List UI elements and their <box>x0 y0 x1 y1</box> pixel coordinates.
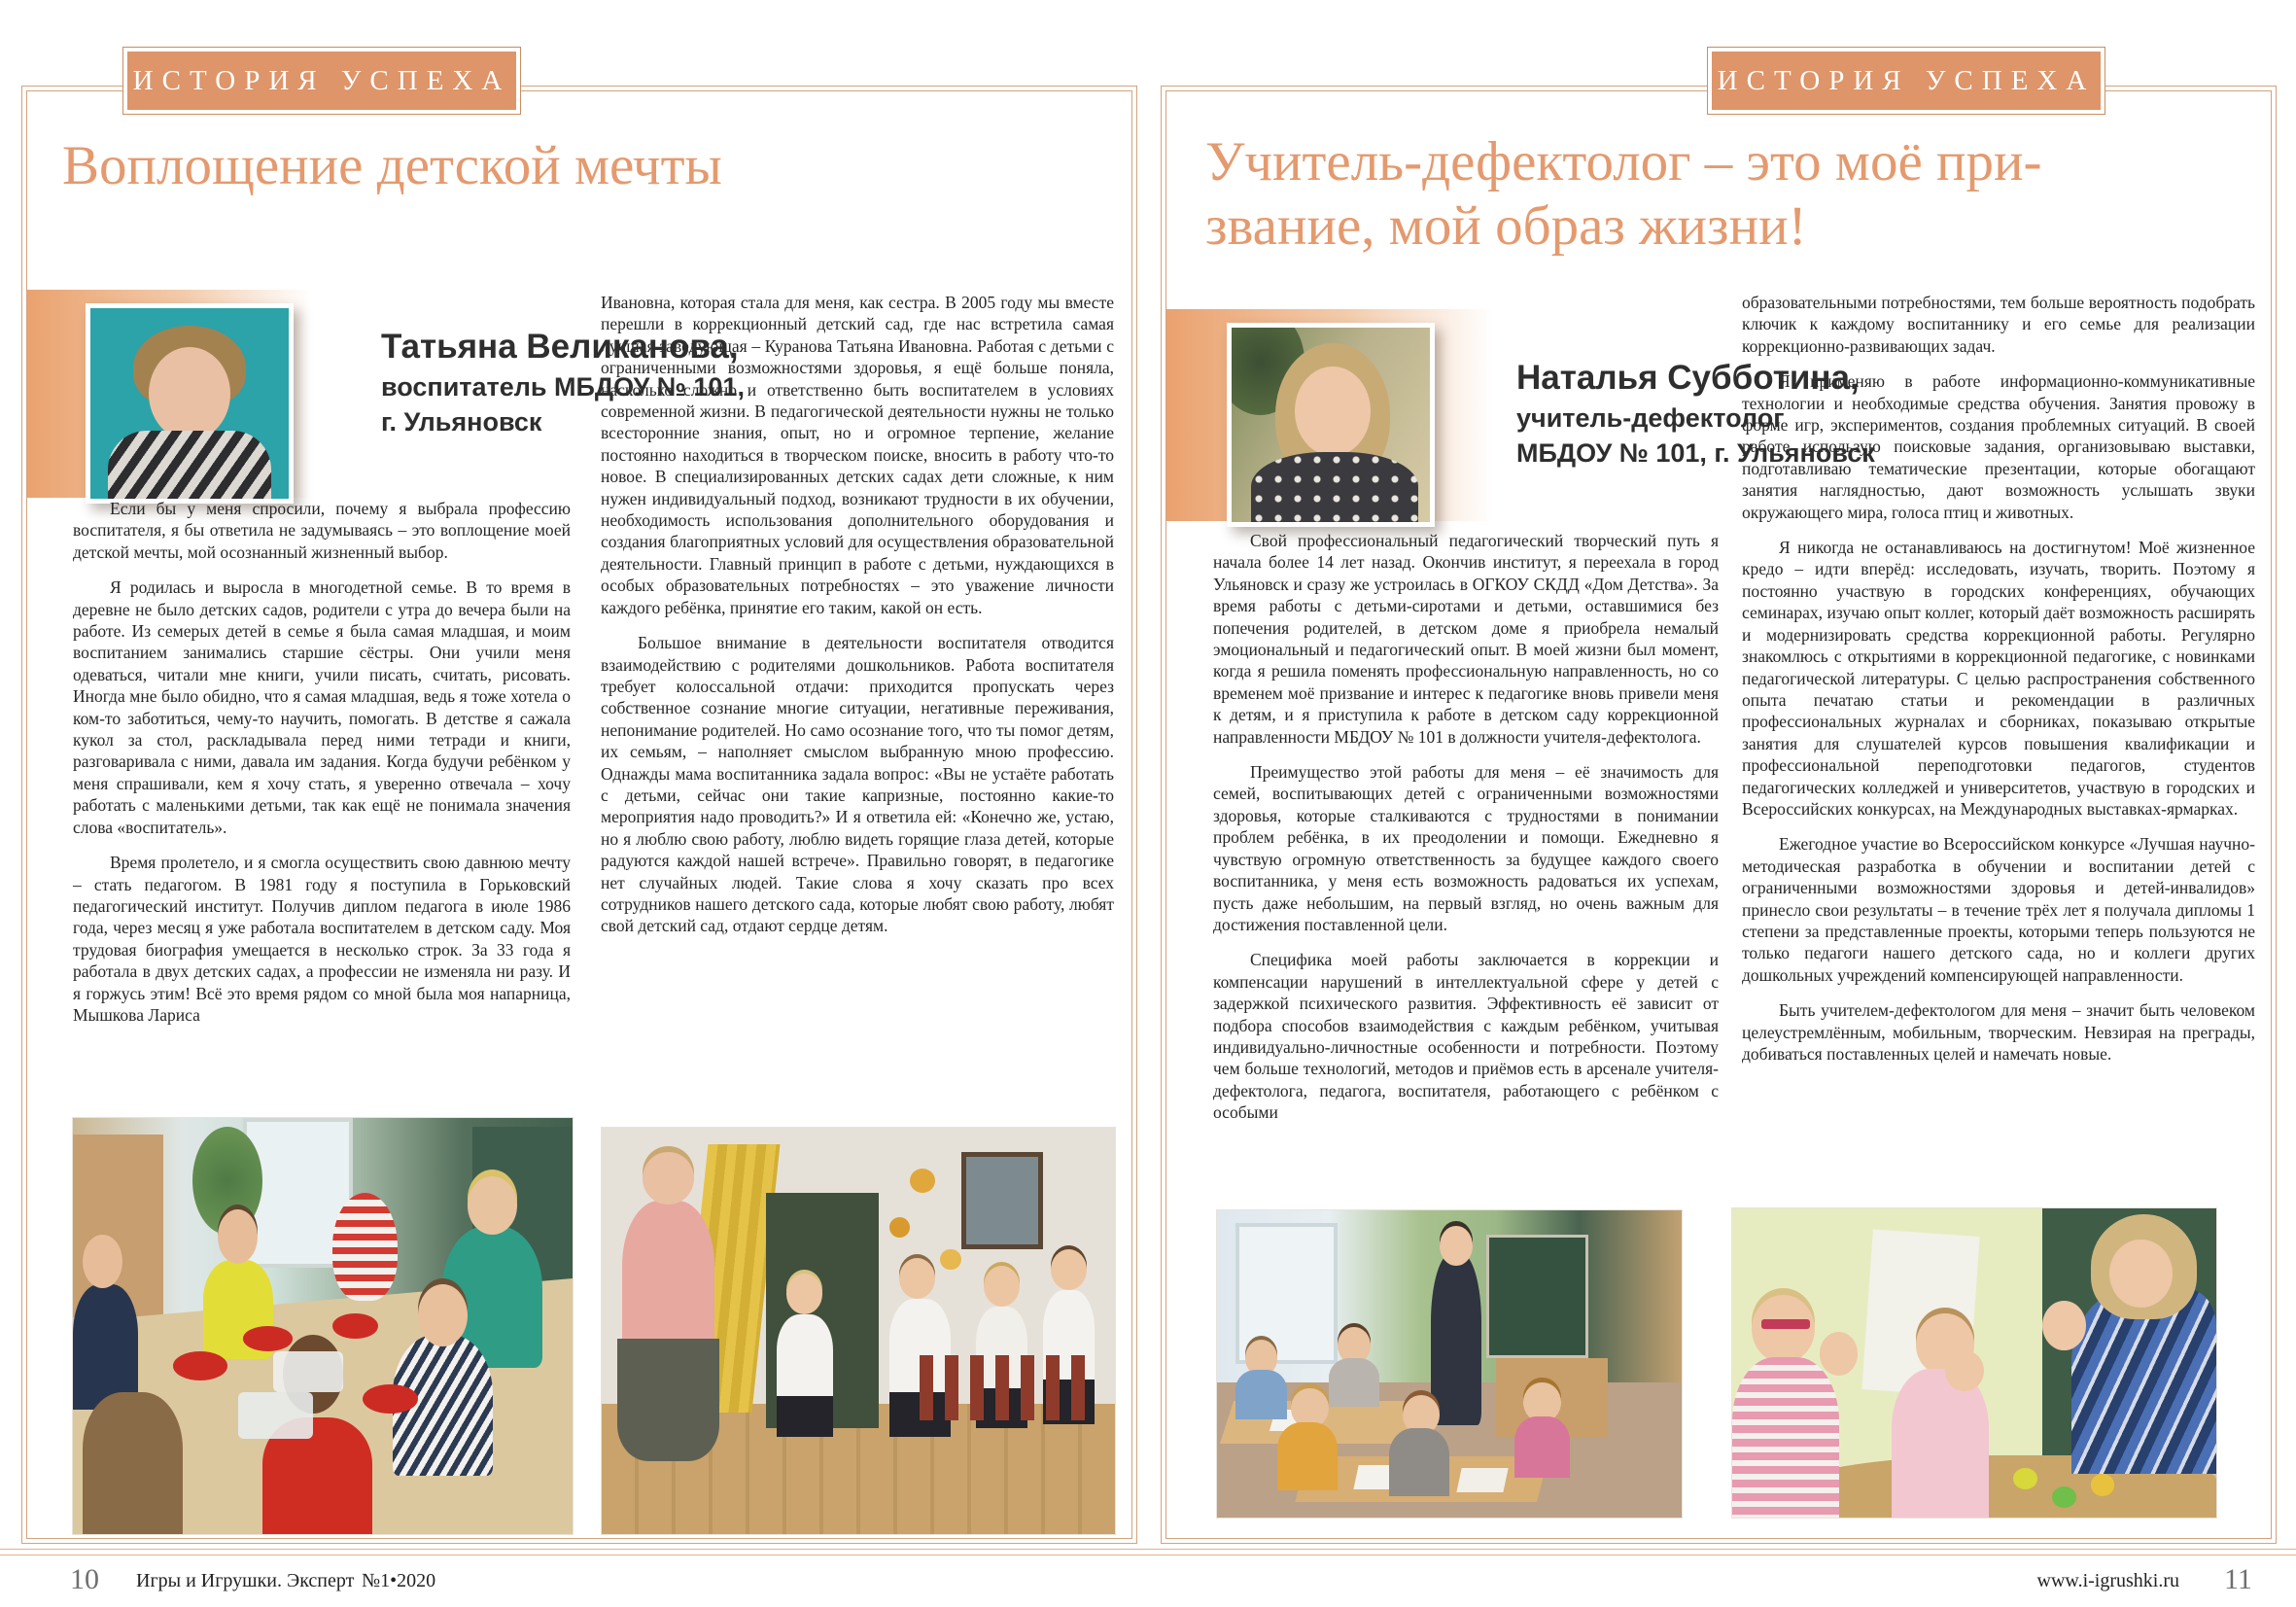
article-title-right-line2: звание, мой образ жизни! <box>1205 195 1807 257</box>
author-role-left-2: г. Ульяновск <box>381 407 542 437</box>
body-column-right-1 <box>1213 530 1719 1137</box>
photo3-child <box>1235 1370 1287 1419</box>
photo2-child-head <box>984 1266 1020 1307</box>
section-tag-right <box>1707 47 2105 115</box>
photo4-toy <box>2091 1474 2115 1495</box>
photo1-child-navy <box>73 1284 138 1409</box>
paragraph: Свой профессиональный педагогический творческий путь я начала более 14 лет назад. Окончив институт, я переехала в город Ульяновск и сразу же устроилась в ОГКОУ СКДД «Дом Детства». За время работы с детьми-сиротами и детьми, оставшимися без попечения родителей, в детском доме я приобрела немалый эмоциональный и педагогический опыт. В моей жизни был момент, когда я решила поменять профессиональную направленность, но со временем моё призвание и интерес к педагогике вновь привели меня к детям, и я приступила к работе в детском саду коррекционной направленности МБДОУ № 101 в должности учителя-дефектолога. <box>1213 531 1719 747</box>
paragraph: Если бы у меня спросили, почему я выбрала профессию воспитателя, я бы ответила не задумываясь – это воплощение моей детской мечты, мой осознанный жизненный выбор. <box>73 499 571 562</box>
paragraph: образовательными потребностями, тем больше вероятность подобрать ключик к каждому воспитаннику и его семье для реализации коррекционно-развивающих задач. <box>1742 293 2255 356</box>
author-role-left-1: воспитатель МБДОУ № 101, <box>381 372 745 402</box>
photo1-plate <box>332 1313 377 1339</box>
photo4-toy <box>2013 1468 2037 1489</box>
photo3-child <box>1389 1428 1449 1496</box>
photo3-paper <box>1456 1468 1508 1492</box>
paragraph: Быть учителем-дефектологом для меня – значит быть человеком целеустремлённым, мобильным, творческим. Невзирая на преграды, добиваться поставленных целей и намечать новые. <box>1742 1000 2255 1064</box>
photo4-girl2-hands <box>1945 1350 1984 1390</box>
author-info-left <box>381 325 745 439</box>
photo2-child-head <box>1051 1249 1087 1290</box>
footer-rule-top <box>0 1549 2296 1550</box>
photo3-chalkboard <box>1486 1235 1588 1357</box>
portrait-right-face <box>1295 367 1371 456</box>
photo4-teacher-face <box>2109 1240 2173 1308</box>
section-tag-left <box>122 47 521 115</box>
photo2-child <box>777 1314 833 1404</box>
photo-clapping-game <box>1732 1208 2216 1518</box>
section-tag-left-label: ИСТОРИЯ УСПЕХА <box>127 52 516 110</box>
photo2-child-shorts <box>777 1396 833 1437</box>
photo2-child-head <box>786 1274 822 1314</box>
photo1-box <box>238 1392 313 1438</box>
article-title-right-line1: Учитель-дефектолог – это моё при- <box>1205 131 2042 192</box>
photo4-girl1-glasses <box>1761 1319 1810 1329</box>
photo1-plate <box>173 1351 228 1380</box>
paragraph: Преимущество этой работы для меня – её значимость для семей, воспитывающих детей с ограниченными возможностями здоровья, которые сталкиваются с трудностями в понимании проблем ребёнка, в их преодолении и помощи. Ежедневно я чувствую огромную ответственность за будущее каждого своего воспитанника, у меня есть возможность радоваться их успехам, пусть даже небольшим, на первый взгляд, но очень важным для достижения поставленной цели. <box>1213 762 1719 934</box>
paragraph: Я никогда не останавливаюсь на достигнутом! Моё жизненное кредо – идти вперёд: исследовать, изучать, творить. Поэтому я постоянно участвую в городских конференциях, обучающих семинарах, изучаю опыт коллег, который даёт возможность расширять и модернизировать средства коррекционной работы. Регулярно знакомлюсь с открытиями в коррекционной педагогике, с новинками педагогической литературы. С целью распространения собственного опыта печатаю статьи и рекомендации в различных профессиональных журналах и сборниках, показываю открытые занятия для слушателей курсов повышения квалификации и профессиональной переподготовки педагогов, студентов педагогических колледжей и университетов, участвую в городских и Всероссийских конкурсах, на Международных выставках-ярмарках. <box>1742 538 2255 819</box>
article-title-right <box>1205 130 2236 259</box>
photo1-teacher2-head <box>468 1176 517 1235</box>
photo2-leaf <box>910 1169 935 1193</box>
photo2-picture-frame <box>961 1152 1043 1249</box>
photo4-girl1-body <box>1732 1357 1839 1518</box>
photo4-girl1-head <box>1752 1295 1815 1363</box>
photo1-plate <box>363 1384 418 1414</box>
paragraph: Я применяю в работе информационно-коммуникативные технологии и необходимые средства обучения. Занятия провожу в форме игр, экспериментов, создания проблемных ситуаций. В своей работе использую поисковые задания, организовываю выставки, подготавливаю тематические презентации, которые обогащают занятия наглядностью, дают возможность услышать звуки окружающего мира, голоса птиц и животных. <box>1742 371 2255 522</box>
author-name-left: Татьяна Великанова, <box>381 328 739 366</box>
photo1-box <box>273 1351 343 1393</box>
photo3-teacher <box>1431 1253 1482 1425</box>
photo3-child <box>1514 1416 1570 1478</box>
paragraph: Специфика моей работы заключается в коррекции и компенсации нарушений в интеллектуальной сфере у детей с задержкой психического развития. Эффективность её зависит от подбора способов взаимодействия с каждым ребёнком, учитывая индивидуально-личностные особенности и потребности. Поэтому чем больше технологий, методов и приёмов есть в арсенале учителя-дефектолога, педагога, воспитателя, работающего с ребёнком с особыми <box>1213 950 1719 1123</box>
photo2-leaf <box>889 1217 910 1238</box>
paragraph: Большое внимание в деятельности воспитателя отводится взаимодействию с родителями дошкольников. Работа воспитателя требует колоссальной отдачи: приходится пропускать через собственное сознание многие ситуации, негативные переживания, непонимание родителей. Но само осознание того, что ты помог детям, их семьям, – наполняет смыслом выбранную мною профессию. Однажды мама воспитанника задала вопрос: «Вы не устаёте работать с детьми, сейчас они такие капризные, постоянно какие-то мероприятия надо проводить?» И я ответила ей: «Конечно же, устаю, но я люблю свою работу, люблю видеть горящие глаза детей, которые радуются каждой нашей встрече». Правильно говорят, в педагогике нет случайных людей. Такие слова я хочу сказать про всех сотрудников нашего детского сада, которые любят свою работу, любят свой детский сад, отдают сердце детям. <box>601 633 1114 936</box>
footer-journal-title: Игры и Игрушки. Эксперт <box>136 1570 355 1591</box>
photo4-teacher-hand <box>2042 1301 2086 1350</box>
photo1-teacher-hat <box>332 1193 398 1301</box>
page-number-left: 10 <box>70 1563 99 1595</box>
photo1-child-stripes-head <box>418 1284 468 1346</box>
body-column-left-1 <box>73 498 571 1039</box>
article-title-left <box>62 134 1034 198</box>
author-portrait-right <box>1227 323 1435 527</box>
photo-kids-table <box>73 1118 573 1534</box>
paragraph: Ежегодное участие во Всероссийском конкурсе «Лучшая научно-методическая разработка в обучении и воспитании детей с ограниченными возможностями здоровья и детей-инвалидов» принесло свои результаты – в течение трёх лет я получала дипломы 1 степени за представленные проекты, которыми теперь пользуются не только педагоги нашего детского сада, но и коллеги других дошкольных учреждений компенсирующей направленности. <box>1742 834 2255 985</box>
photo3-child <box>1277 1422 1338 1490</box>
photo1-plate <box>243 1326 293 1351</box>
photo2-teacher-head <box>643 1152 694 1205</box>
footer-issue: №1•2020 <box>362 1570 436 1591</box>
photo-classroom-lesson <box>1217 1210 1682 1518</box>
paragraph: Я родилась и выросла в многодетной семье. В то время в деревне не было детских садов, родители с утра до вечера были на работе. Из семерых детей в семье я была самая младшая, и моим воспитанием занимались старшие сёстры. Они учили меня одеваться, читали мне книги, учили писать, считать, рисовать. Иногда мне было обидно, что я самая младшая, ведь я тоже хотела о ком-то заботиться, чему-то научить, помогать. В детстве я сажала кукол за стол, раскладывала перед ними тетради и книги, разговаривала с ними, давала им задания. Когда будучи ребёнком у меня спрашивали, кем я хочу стать, я уверенно отвечала – хочу работать с маленькими детьми, так как ещё не понимала значения слова «воспитатель». <box>73 577 571 837</box>
photo1-child-yellow-head <box>218 1209 258 1264</box>
section-tag-right-label: ИСТОРИЯ УСПЕХА <box>1712 52 2101 110</box>
photo4-girl2-body <box>1892 1369 1989 1518</box>
photo2-teacher-skirt <box>617 1339 720 1460</box>
photo2-child-head <box>899 1258 935 1299</box>
author-role-right-2: МБДОУ № 101, г. Ульяновск <box>1516 438 1875 468</box>
author-info-right <box>1516 356 1875 471</box>
photo3-teacher-head <box>1440 1226 1472 1266</box>
paragraph: Время пролетело, и я смогла осуществить свою давнюю мечту – стать педагогом. В 1981 году я поступила в Горьковский педагогический институт. Получив диплом педагога в июле 1986 года, через месяц я уже работала воспитателем в детском саду. Моя трудовая биография умещается в несколько строк. За 33 года я работала в двух детских садах, а профессии не изменяла ни разу. И я горжусь этим! Всё это время рядом со мной была моя напарница, Мышкова Лариса <box>73 853 571 1025</box>
photo4-toy <box>2052 1486 2076 1508</box>
photo1-child-braid <box>83 1392 183 1534</box>
paragraph: Ивановна, которая стала для меня, как сестра. В 2005 году мы вместе перешли в коррекционный детский сад, где нас встретила самая лучшая заведующая – Куранова Татьяна Ивановна. Работая с детьми с ограниченными возможностями здоровья, я ещё больше поняла, насколько сложно и ответственно быть воспитателем в условиях современной жизни. В педагогической деятельности нужны не только всесторонние знания, опыт, но и огромное терпение, желание постоянно находиться в творческом поиске, вносить в работу что-то новое. В специализированных детских садах дети сложные, к ним нужен индивидуальный подход, возникают трудности в их обучении, необходимость использования дополнительного оборудования и создания благоприятных условий для осуществления образовательной деятельности. Главный принцип в работе с детьми, нуждающихся в особых образовательных потребностях – это уважение личности каждого ребёнка, принятие его таким, какой он есть. <box>601 293 1114 617</box>
portrait-left-face <box>149 347 230 440</box>
article-title-left-line: Воплощение детской мечты <box>62 135 722 196</box>
portrait-left-blouse <box>108 431 271 504</box>
footer-website-link[interactable]: www.i-igrushki.ru <box>2036 1570 2179 1591</box>
author-role-right-1: учитель-дефектолог <box>1516 403 1785 433</box>
author-portrait-left <box>86 303 294 504</box>
photo2-leaf <box>940 1249 960 1270</box>
photo-kids-walking <box>602 1128 1115 1534</box>
portrait-right-blouse <box>1251 452 1417 527</box>
photo3-child <box>1329 1358 1380 1408</box>
page-number-right: 11 <box>2224 1563 2252 1595</box>
photo2-chairs <box>920 1355 1095 1420</box>
author-name-right: Наталья Субботина, <box>1516 359 1860 397</box>
photo4-girl1-hand <box>1820 1332 1859 1376</box>
